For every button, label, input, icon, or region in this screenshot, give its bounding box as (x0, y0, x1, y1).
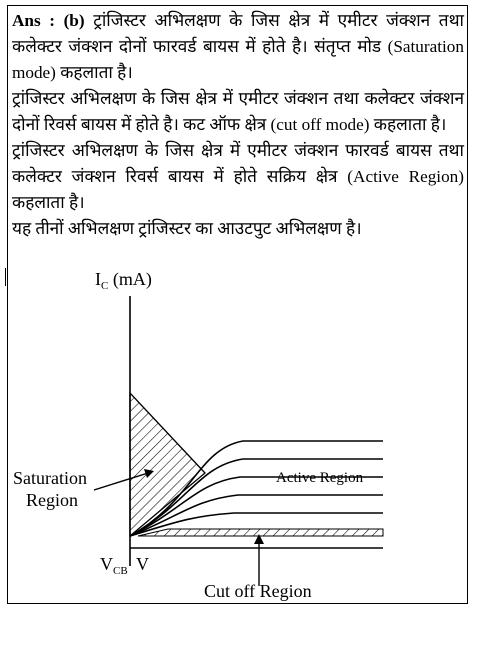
cutoff-region-label: Cut off Region (204, 581, 312, 601)
paragraph-active: ट्रांजिस्टर अभिलक्षण के जिस क्षेत्र में एमीटर जंक्शन फारवर्ड बायस तथा कलेक्टर जंक्शन रिवर्स बायस में होते सक्रिय क्षेत्र (Active Region) कहलाता है। (12, 141, 464, 212)
margin-mark (5, 268, 6, 286)
paragraph-saturation (12, 8, 464, 86)
cutoff-region-hatch (138, 529, 383, 536)
active-region-label: Active Region (276, 470, 364, 486)
paragraph-summary: यह तीनों अभिलक्षण ट्रांजिस्टर का आउटपुट अभिलक्षण है। (12, 219, 362, 238)
saturation-label-line2: Region (26, 490, 78, 510)
output-characteristics-figure (8, 266, 468, 606)
paragraph-saturation-text: ट्रांजिस्टर अभिलक्षण के जिस क्षेत्र में एमीटर जंक्शन तथा कलेक्टर जंक्शन दोनों फारवर्ड बायस में होते है। संतृप्त मोड (Saturation mode) कहलाता है। (12, 11, 465, 82)
y-axis-label: $I_C$ (mA) (95, 269, 152, 292)
x-axis-label-vcb: $V_{CB}$ (100, 554, 128, 577)
answer-prefix: Ans : (b) (12, 11, 85, 30)
paragraph-cutoff: ट्रांजिस्टर अभिलक्षण के जिस क्षेत्र में एमीटर जंक्शन तथा कलेक्टर जंक्शन दोनों रिवर्स बायस में होते है। कट ऑफ क्षेत्र (cut off mode) कहलाता है। (12, 89, 464, 134)
answer-text (12, 8, 464, 242)
x-axis-label-v: V (136, 554, 149, 574)
saturation-label-line1: Saturation (13, 468, 87, 488)
